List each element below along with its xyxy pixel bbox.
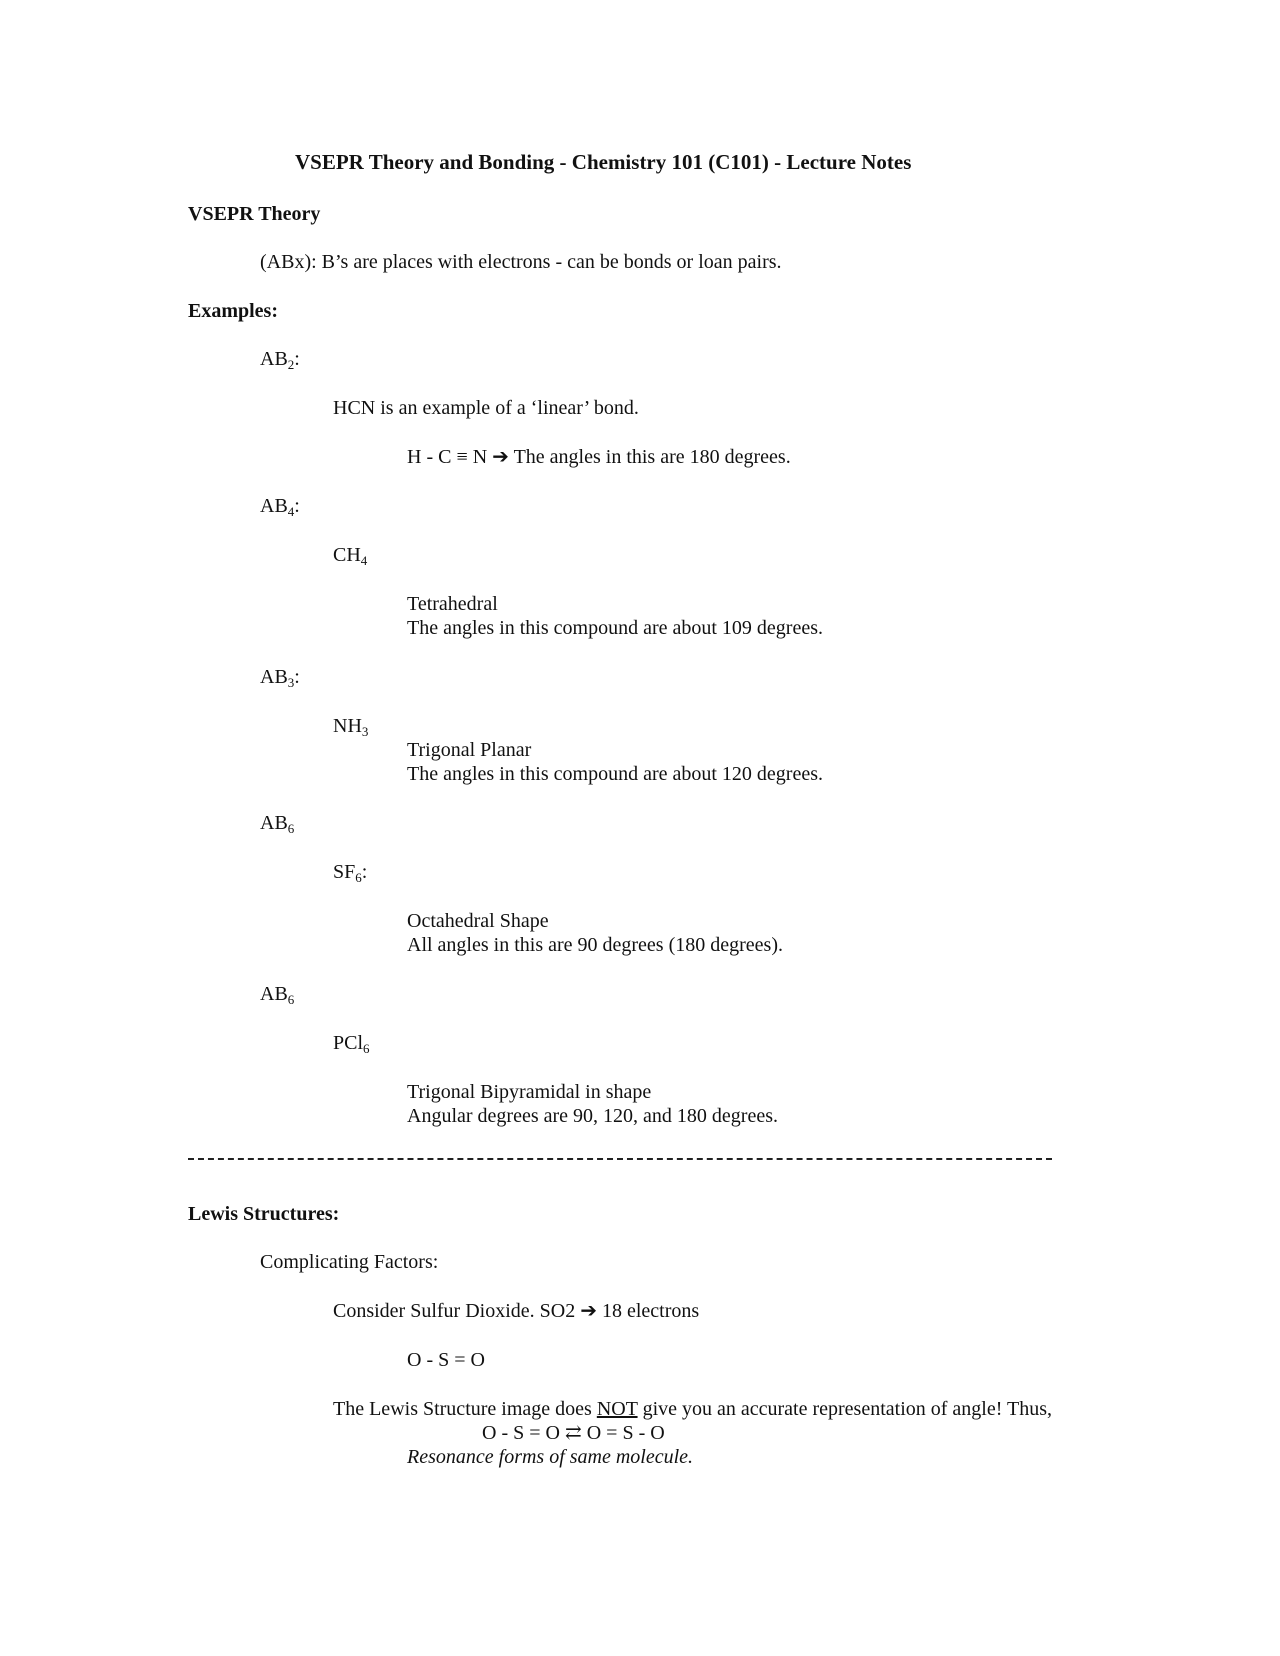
resonance-caption: Resonance forms of same molecule. — [407, 1446, 694, 1468]
so2-structure: O - S = O — [407, 1349, 485, 1371]
resonance-line: O - S = O ⇄ O = S - O — [482, 1422, 665, 1444]
pcl6-compound: PCl$_6$ — [333, 1032, 370, 1056]
so2-line: Consider Sulfur Dioxide. SO2 ➔ 18 electrons — [333, 1300, 700, 1322]
ab3-label: $AB_3$: — [260, 666, 300, 690]
hcn-angle-line: H - C ≡ N ➔ The angles in this are 180 degrees. — [407, 446, 791, 468]
pcl6-angles: Angular degrees are 90, 120, and 180 degrees. — [407, 1105, 778, 1127]
complicating-factors: Complicating Factors: — [260, 1251, 439, 1273]
pcl6-shape: Trigonal Bipyramidal in shape — [407, 1081, 652, 1103]
lewis-note: The Lewis Structure image does NOT give you an accurate representation of angle! Thus, — [333, 1398, 1053, 1420]
nh3-compound: $NH_3$ — [333, 715, 369, 739]
right-arrow-icon: ➔ — [580, 1300, 597, 1322]
ab4-angles: The angles in this compound are about 109 degrees. — [407, 617, 823, 639]
page-title: VSEPR Theory and Bonding - Chemistry 101 (C101) - Lecture Notes — [295, 150, 912, 174]
ab4-shape: Tetrahedral — [407, 593, 498, 615]
abx-definition: (ABx): B’s are places with electrons - can be bonds or loan pairs. — [260, 251, 782, 273]
sf6-compound: $SF_6$: — [333, 861, 368, 885]
ab3-shape: Trigonal Planar — [407, 739, 532, 761]
double-arrow-icon: ⇄ — [564, 1422, 582, 1444]
sf6-angles: All angles in this are 90 degrees (180 degrees). — [407, 934, 783, 956]
ab6-label-first: $AB_6$ — [260, 812, 295, 836]
examples-heading: Examples: — [188, 300, 278, 322]
ab2-label: $AB_2$: — [260, 348, 300, 372]
lewis-heading: Lewis Structures: — [188, 1203, 340, 1225]
ch4-compound: $CH_4$ — [333, 544, 368, 568]
ab4-label: $AB_4$: — [260, 495, 300, 519]
vsepr-heading: VSEPR Theory — [188, 203, 321, 225]
right-arrow-icon: ➔ — [492, 446, 509, 468]
section-divider — [188, 1158, 1052, 1160]
ab3-angles: The angles in this compound are about 120 degrees. — [407, 763, 823, 785]
ab6-label-second: $AB_6$ — [260, 983, 295, 1007]
hcn-line: HCN is an example of a ‘linear’ bond. — [333, 397, 639, 419]
sf6-shape: Octahedral Shape — [407, 910, 549, 932]
